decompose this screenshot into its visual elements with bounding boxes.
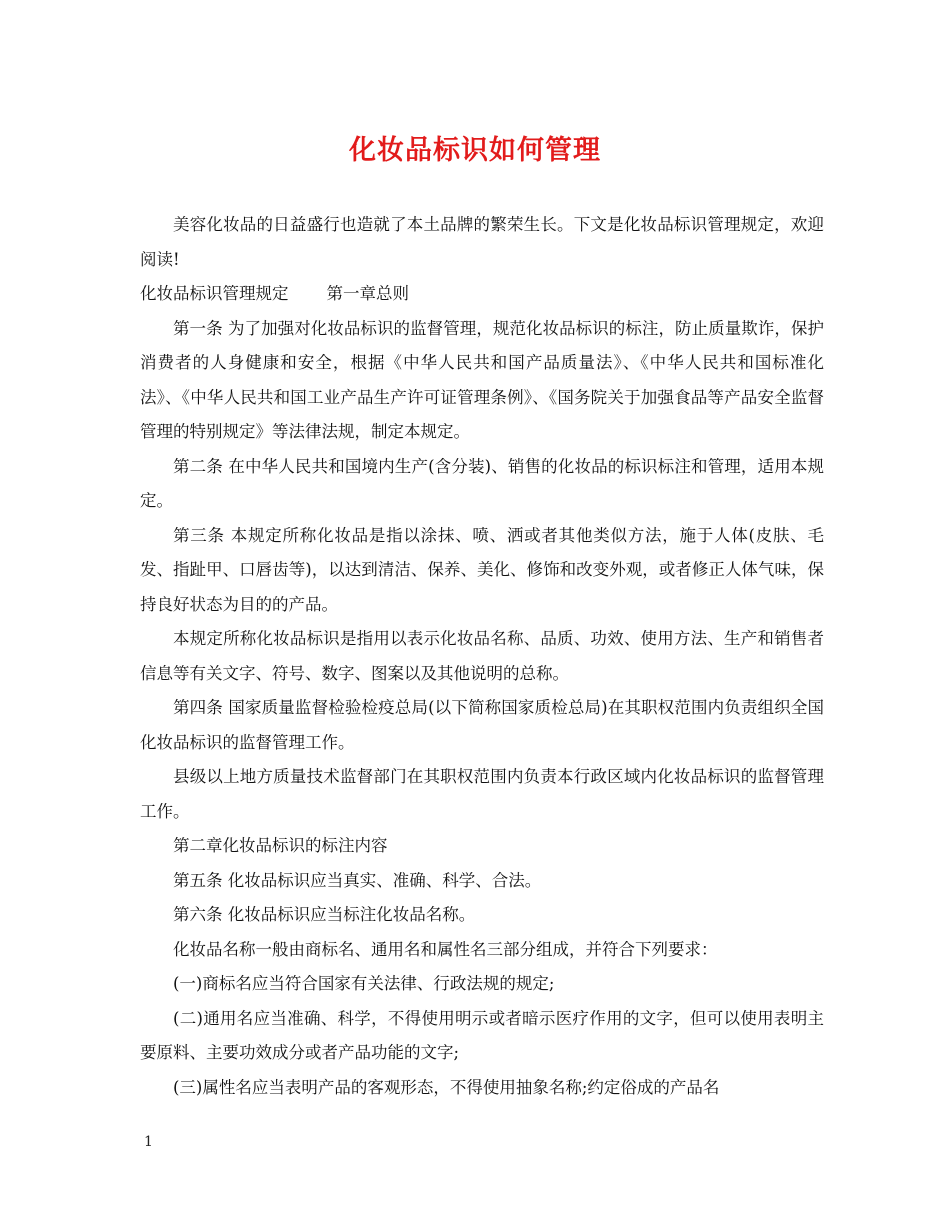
article-1-paragraph: 第一条 为了加强对化妆品标识的监督管理，规范化妆品标识的标注，防止质量欺诈，保护消费者的人身健康和安全，根据《中华人民共和国产品质量法》、《中华人民共和国标准化法》、《中华人民共和国工业产品生产许可证管理条例》、《国务院关于加强食品等产品安全监督管理的特别规定》等法律法规，制定本规定。 xyxy=(140,318,824,441)
article-6-paragraph: 第六条 化妆品标识应当标注化妆品名称。 xyxy=(173,905,476,924)
document-title: 化妆品标识如何管理 xyxy=(349,135,601,166)
name-composition-paragraph: 化妆品名称一般由商标名、通用名和属性名三部分组成，并符合下列要求： xyxy=(173,939,718,959)
article-3-paragraph: 第三条 本规定所称化妆品是指以涂抹、喷、洒或者其他类似方法，施于人体(皮肤、毛发、指趾甲、口唇齿等)，以达到清洁、保养、美化、修饰和改变外观，或者修正人体气味，保持良好状态为目的的产品。 xyxy=(140,525,824,614)
intro-paragraph: 美容化妆品的日益盛行也造就了本土品牌的繁荣生长。下文是化妆品标识管理规定，欢迎阅读! xyxy=(140,215,824,269)
article-4-paragraph: 第四条 国家质量监督检验检疫总局(以下简称国家质检总局)在其职权范围内负责组织全国化妆品标识的监督管理工作。 xyxy=(140,698,824,752)
chapter-title: 第一章总则 xyxy=(326,284,409,303)
item-3-paragraph: (三)属性名应当表明产品的客观形态，不得使用抽象名称;约定俗成的产品名 xyxy=(173,1077,720,1097)
document-body xyxy=(140,208,824,1105)
item-1-paragraph: (一)商标名应当符合国家有关法律、行政法规的规定; xyxy=(173,974,555,993)
regulation-title: 化妆品标识管理规定 xyxy=(140,284,289,303)
label-definition-paragraph: 本规定所称化妆品标识是指用以表示化妆品名称、品质、功效、使用方法、生产和销售者信息等有关文字、符号、数字、图案以及其他说明的总称。 xyxy=(140,629,824,683)
chapter-2-heading: 第二章化妆品标识的标注内容 xyxy=(173,836,388,855)
page-number: 1 xyxy=(144,1134,153,1150)
item-2-paragraph: (二)通用名应当准确、科学，不得使用明示或者暗示医疗作用的文字，但可以使用表明主要原料、主要功效成分或者产品功能的文字; xyxy=(140,1008,824,1062)
local-supervision-paragraph: 县级以上地方质量技术监督部门在其职权范围内负责本行政区域内化妆品标识的监督管理工作。 xyxy=(140,767,824,821)
section-heading xyxy=(140,277,824,312)
article-5-paragraph: 第五条 化妆品标识应当真实、准确、科学、合法。 xyxy=(173,870,542,890)
article-2-paragraph: 第二条 在中华人民共和国境内生产(含分装)、销售的化妆品的标识标注和管理，适用本规定。 xyxy=(140,456,824,510)
